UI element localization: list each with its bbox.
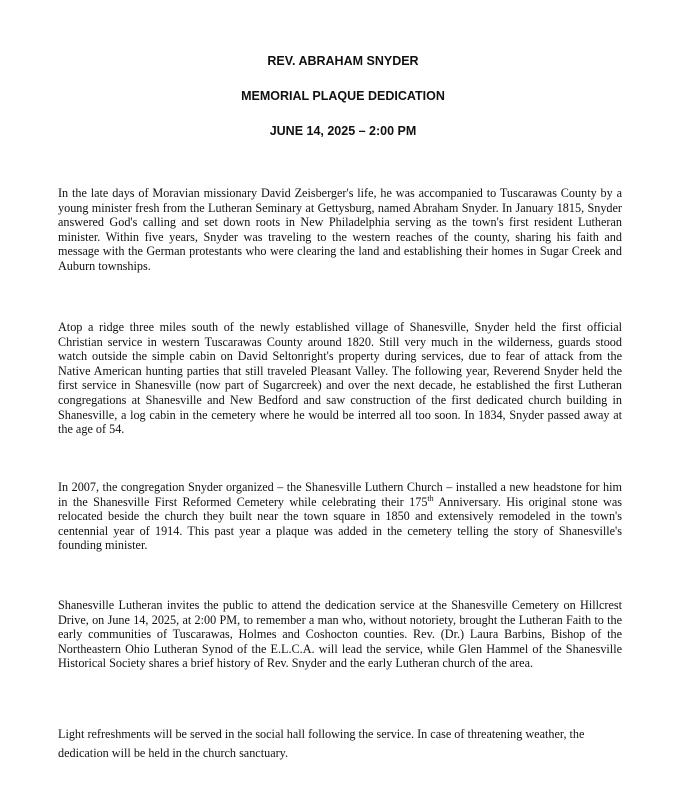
event-date-line: JUNE 14, 2025 – 2:00 PM	[269, 124, 417, 138]
ordinal-suffix: th	[427, 493, 434, 503]
paragraph-invitation: Shanesville Lutheran invites the public to attend the dedication service at the Shanesville Cemetery on Hillcrest Drive, on June 14, 2025, at 2:00 PM, to remember a man who, without notoriety, brought the Lutheran Faith to the early communities of Tuscarawas, Holmes and Coshocton counties. Rev. (Dr.) Laura Barbins, Bishop of the Northeastern Ohio Lutheran Synod of the E.L.C.A. will lead the service, while Glen Hammel of the Shanesville Historical Society shares a brief history of Rev. Snyder and the early Lutheran church of the area.	[58, 598, 622, 671]
paragraph-first-service: Atop a ridge three miles south of the newly established village of Shanesville, Snyder held the first official Christian service in western Tuscarawas County around 1820. Still very much in the wilderness, guards stood watch outside the simple cabin on David Seltonright's property during services, due to fear of attack from the Native American hunting parties that still traveled Pleasant Valley. The following year, Reverend Snyder held the first service in Shanesville (now part of Sugarcreek) and over the next decade, he established the first Lutheran congregations at Shanesville and New Bedford and saw construction of the first dedicated church building in Shanesville, a log cabin in the cemetery where he would be interred all too soon. In 1834, Snyder passed away at the age of 54.	[58, 320, 622, 437]
paragraph-headstone-part1: In 2007, the congregation Snyder organized – the Shanesville Luthern Church – installed a new headstone for him in the Shanesville First Reformed Cemetery while celebrating their 175	[58, 480, 622, 509]
paragraph-headstone-part2: Anniversary. His original stone was relocated beside the church they built near the town square in 1850 and extensively remodeled in the town's centennial year of 1914. This past year a plaque was added in the cemetery telling the story of Shanesville's founding minister.	[58, 494, 622, 553]
paragraph-history: In the late days of Moravian missionary David Zeisberger's life, he was accompanied to Tuscarawas County by a young minister fresh from the Lutheran Seminary at Gettysburg, named Abraham Snyder. In January 1815, Snyder answered God's calling and set down roots in New Philadelphia serving as the town's first resident Lutheran minister. Within five years, Snyder was traveling to the western reaches of the county, sharing his faith and message with the German protestants who were clearing the land and establishing their homes in Sugar Creek and Auburn townships.	[58, 186, 622, 273]
document-title: REV. ABRAHAM SNYDER	[267, 54, 419, 68]
paragraph-headstone	[58, 480, 622, 553]
paragraph-refreshments: Light refreshments will be served in the social hall following the service. In case of threatening weather, the dedication will be held in the church sanctuary.	[58, 727, 585, 760]
document-subtitle: MEMORIAL PLAQUE DEDICATION	[241, 89, 445, 103]
